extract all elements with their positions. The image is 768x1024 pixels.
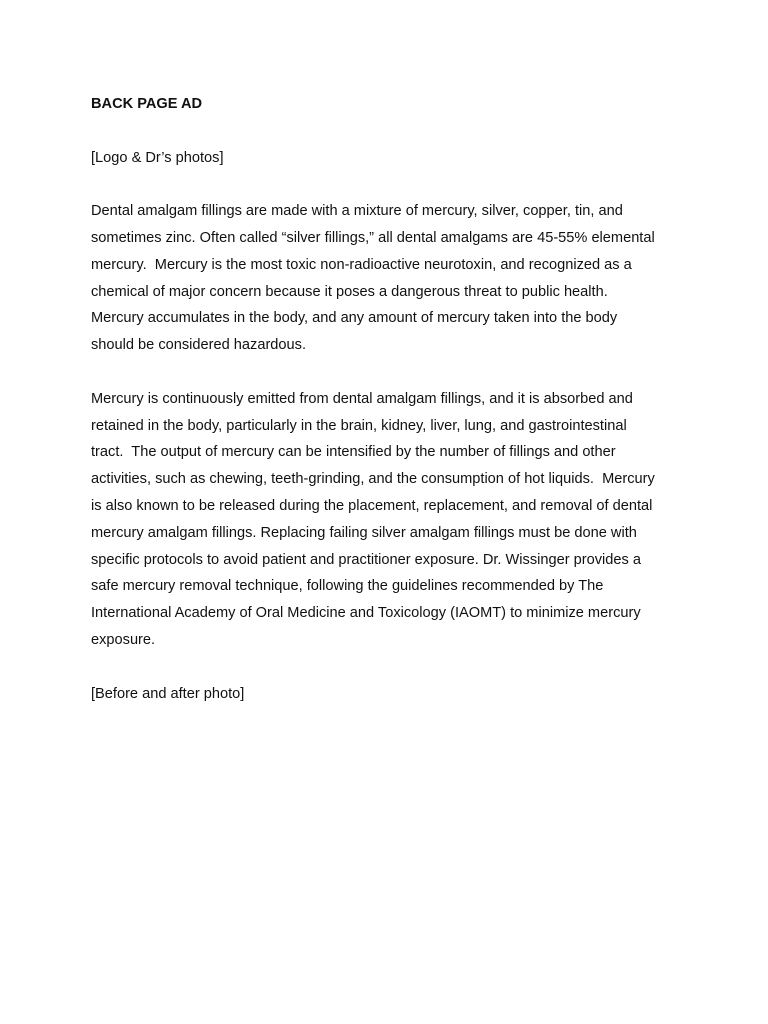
paragraph-line: activities, such as chewing, teeth-grinding, and the consumption of hot liquids. Mercury [91,471,655,488]
paragraph-line: sometimes zinc. Often called “silver fillings,” all dental amalgams are 45-55% elemental [91,229,655,246]
logo-placeholder-text: [Logo & Dr’s photos] [91,149,224,166]
paragraph-line: is also known to be released during the placement, replacement, and removal of dental [91,497,653,514]
paragraph-line: International Academy of Oral Medicine and Toxicology (IAOMT) to minimize mercury [91,605,641,622]
paragraph-line: chemical of major concern because it poses a dangerous threat to public health. [91,283,608,300]
document-title: BACK PAGE AD [91,96,203,112]
paragraph-line: Mercury is continuously emitted from dental amalgam fillings, and it is absorbed and [91,390,633,407]
document-body [91,91,681,734]
paragraph-amalgam-composition [91,198,681,359]
paragraph-line: tract. The output of mercury can be intensified by the number of fillings and other [91,444,616,461]
paragraph-mercury-emission [91,386,681,654]
photo-placeholder-text: [Before and after photo] [91,685,245,702]
paragraph-line: retained in the body, particularly in the brain, kidney, liver, lung, and gastrointestinal [91,417,627,434]
paragraph-line: safe mercury removal technique, following the guidelines recommended by The [91,578,604,595]
paragraph-line: exposure. [91,631,156,648]
paragraph-line: mercury. Mercury is the most toxic non-radioactive neurotoxin, and recognized as a [91,256,632,273]
paragraph-line: Dental amalgam fillings are made with a mixture of mercury, silver, copper, tin, and [91,203,623,220]
paragraph-line: specific protocols to avoid patient and practitioner exposure. Dr. Wissinger provides a [91,551,641,568]
paragraph-line: mercury amalgam fillings. Replacing failing silver amalgam fillings must be done with [91,524,637,541]
paragraph-line: Mercury accumulates in the body, and any amount of mercury taken into the body [91,310,618,327]
paragraph-line: should be considered hazardous. [91,337,307,354]
